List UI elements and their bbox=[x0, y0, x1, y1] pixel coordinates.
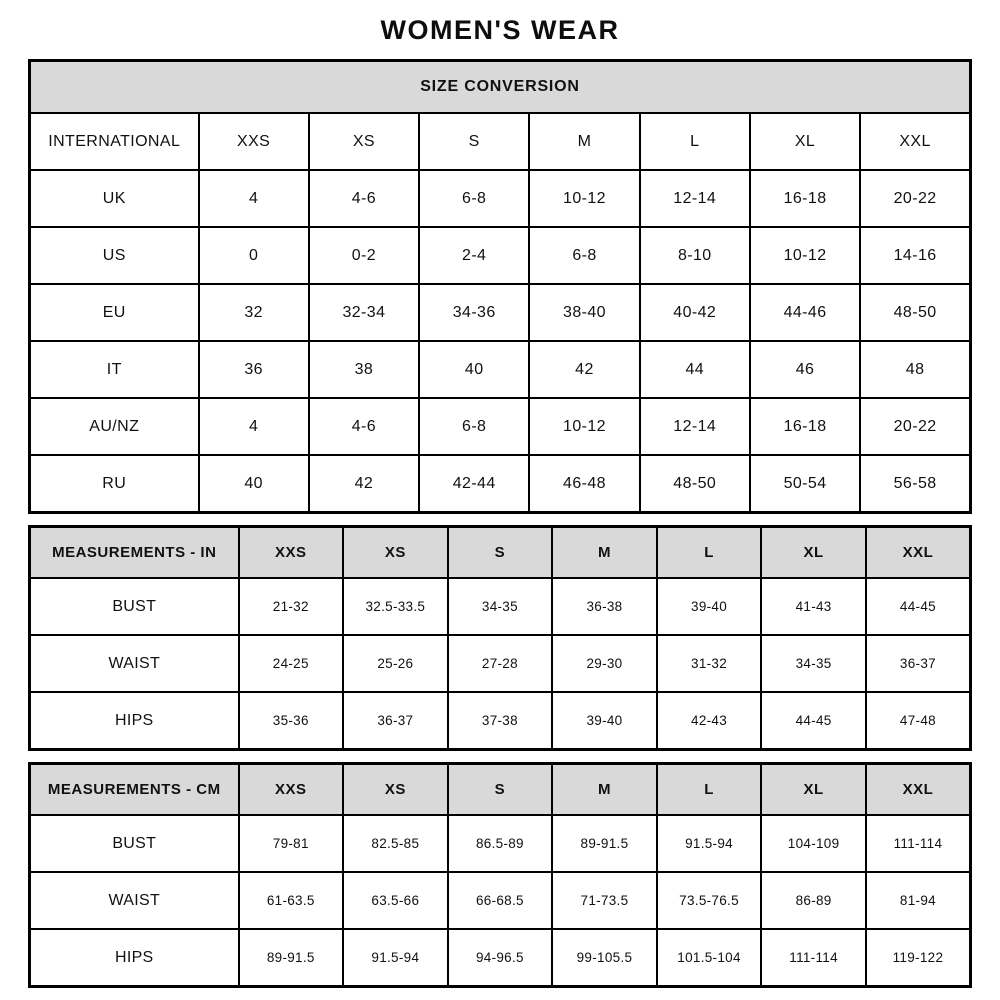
table-cell: 63.5-66 bbox=[343, 872, 448, 929]
row-label: RU bbox=[30, 455, 199, 513]
table-row-waist-in bbox=[30, 635, 971, 692]
column-header-xxs: XXS bbox=[199, 113, 309, 170]
row-label: EU bbox=[30, 284, 199, 341]
table-cell: 0-2 bbox=[309, 227, 419, 284]
column-header-m: M bbox=[529, 113, 639, 170]
table-cell: 36 bbox=[199, 341, 309, 398]
table-cell: 79-81 bbox=[239, 815, 344, 872]
column-header-xs: XS bbox=[343, 527, 448, 579]
table-row-it bbox=[30, 341, 971, 398]
size-conversion-table bbox=[28, 59, 972, 514]
table-cell: 32-34 bbox=[309, 284, 419, 341]
table-cell: 32 bbox=[199, 284, 309, 341]
measurements-in-header-row bbox=[30, 527, 971, 579]
table-cell: 25-26 bbox=[343, 635, 448, 692]
table-cell: 4 bbox=[199, 398, 309, 455]
table-cell: 40 bbox=[199, 455, 309, 513]
measurements-cm-table bbox=[28, 762, 972, 988]
table-cell: 21-32 bbox=[239, 578, 344, 635]
table-cell: 61-63.5 bbox=[239, 872, 344, 929]
table-cell: 6-8 bbox=[529, 227, 639, 284]
row-label: BUST bbox=[30, 815, 239, 872]
row-label: US bbox=[30, 227, 199, 284]
table-cell: 44-46 bbox=[750, 284, 860, 341]
table-cell: 99-105.5 bbox=[552, 929, 657, 987]
table-cell: 34-35 bbox=[761, 635, 866, 692]
table-cell: 86-89 bbox=[761, 872, 866, 929]
table-cell: 39-40 bbox=[657, 578, 762, 635]
table-cell: 24-25 bbox=[239, 635, 344, 692]
table-cell: 56-58 bbox=[860, 455, 970, 513]
table-cell: 44-45 bbox=[866, 578, 971, 635]
table-cell: 42-44 bbox=[419, 455, 529, 513]
column-header-xs: XS bbox=[343, 764, 448, 816]
table-cell: 47-48 bbox=[866, 692, 971, 750]
column-header-xxs: XXS bbox=[239, 527, 344, 579]
column-header-xxl: XXL bbox=[866, 764, 971, 816]
table-cell: 0 bbox=[199, 227, 309, 284]
table-cell: 91.5-94 bbox=[343, 929, 448, 987]
table-cell: 46-48 bbox=[529, 455, 639, 513]
table-cell: 42 bbox=[529, 341, 639, 398]
row-label: AU/NZ bbox=[30, 398, 199, 455]
table-cell: 32.5-33.5 bbox=[343, 578, 448, 635]
row-label: BUST bbox=[30, 578, 239, 635]
table-cell: 91.5-94 bbox=[657, 815, 762, 872]
table-cell: 40 bbox=[419, 341, 529, 398]
table-row-bust-in bbox=[30, 578, 971, 635]
table-cell: 20-22 bbox=[860, 170, 970, 227]
table-row-uk bbox=[30, 170, 971, 227]
table-cell: 36-37 bbox=[866, 635, 971, 692]
table-cell: 82.5-85 bbox=[343, 815, 448, 872]
row-label: WAIST bbox=[30, 635, 239, 692]
table-cell: 35-36 bbox=[239, 692, 344, 750]
table-cell: 12-14 bbox=[640, 398, 750, 455]
table-cell: 101.5-104 bbox=[657, 929, 762, 987]
table-row-ru bbox=[30, 455, 971, 513]
table-row-eu bbox=[30, 284, 971, 341]
table-cell: 50-54 bbox=[750, 455, 860, 513]
column-header-xxs: XXS bbox=[239, 764, 344, 816]
table-cell: 37-38 bbox=[448, 692, 553, 750]
table-cell: 111-114 bbox=[761, 929, 866, 987]
column-header-m: M bbox=[552, 527, 657, 579]
column-header-m: M bbox=[552, 764, 657, 816]
table-cell: 73.5-76.5 bbox=[657, 872, 762, 929]
table-cell: 66-68.5 bbox=[448, 872, 553, 929]
table-cell: 16-18 bbox=[750, 170, 860, 227]
table-cell: 104-109 bbox=[761, 815, 866, 872]
table-cell: 94-96.5 bbox=[448, 929, 553, 987]
table-cell: 44 bbox=[640, 341, 750, 398]
table-cell: 39-40 bbox=[552, 692, 657, 750]
table-row-hips-in bbox=[30, 692, 971, 750]
table-cell: 42-43 bbox=[657, 692, 762, 750]
table-cell: 2-4 bbox=[419, 227, 529, 284]
table-cell: 10-12 bbox=[750, 227, 860, 284]
table-cell: 86.5-89 bbox=[448, 815, 553, 872]
measurements-cm-title: MEASUREMENTS - CM bbox=[30, 764, 239, 816]
measurements-in-table bbox=[28, 525, 972, 751]
size-conversion-title-row bbox=[30, 61, 971, 114]
table-cell: 4 bbox=[199, 170, 309, 227]
table-cell: 6-8 bbox=[419, 170, 529, 227]
table-cell: 89-91.5 bbox=[552, 815, 657, 872]
column-header-l: L bbox=[640, 113, 750, 170]
table-cell: 16-18 bbox=[750, 398, 860, 455]
table-cell: 12-14 bbox=[640, 170, 750, 227]
column-header-s: S bbox=[448, 764, 553, 816]
table-cell: 42 bbox=[309, 455, 419, 513]
row-label: IT bbox=[30, 341, 199, 398]
table-cell: 48-50 bbox=[640, 455, 750, 513]
column-header-xl: XL bbox=[761, 527, 866, 579]
table-cell: 34-35 bbox=[448, 578, 553, 635]
column-header-l: L bbox=[657, 527, 762, 579]
table-cell: 36-38 bbox=[552, 578, 657, 635]
column-header-xs: XS bbox=[309, 113, 419, 170]
table-cell: 31-32 bbox=[657, 635, 762, 692]
column-header-international: INTERNATIONAL bbox=[30, 113, 199, 170]
table-cell: 4-6 bbox=[309, 170, 419, 227]
size-conversion-title: SIZE CONVERSION bbox=[30, 61, 971, 114]
size-conversion-header-row bbox=[30, 113, 971, 170]
measurements-in-title: MEASUREMENTS - IN bbox=[30, 527, 239, 579]
table-cell: 40-42 bbox=[640, 284, 750, 341]
table-row-waist-cm bbox=[30, 872, 971, 929]
table-cell: 44-45 bbox=[761, 692, 866, 750]
table-row-aunz bbox=[30, 398, 971, 455]
column-header-s: S bbox=[448, 527, 553, 579]
table-row-bust-cm bbox=[30, 815, 971, 872]
page-title: WOMEN'S WEAR bbox=[380, 15, 620, 45]
table-cell: 71-73.5 bbox=[552, 872, 657, 929]
measurements-cm-header-row bbox=[30, 764, 971, 816]
row-label: HIPS bbox=[30, 929, 239, 987]
table-cell: 8-10 bbox=[640, 227, 750, 284]
table-cell: 27-28 bbox=[448, 635, 553, 692]
table-cell: 38-40 bbox=[529, 284, 639, 341]
table-cell: 10-12 bbox=[529, 170, 639, 227]
row-label: HIPS bbox=[30, 692, 239, 750]
column-header-s: S bbox=[419, 113, 529, 170]
column-header-xl: XL bbox=[750, 113, 860, 170]
table-cell: 4-6 bbox=[309, 398, 419, 455]
table-row-hips-cm bbox=[30, 929, 971, 987]
row-label: UK bbox=[30, 170, 199, 227]
table-cell: 48-50 bbox=[860, 284, 970, 341]
table-cell: 29-30 bbox=[552, 635, 657, 692]
table-cell: 36-37 bbox=[343, 692, 448, 750]
table-cell: 46 bbox=[750, 341, 860, 398]
column-header-xl: XL bbox=[761, 764, 866, 816]
table-cell: 38 bbox=[309, 341, 419, 398]
table-row-us bbox=[30, 227, 971, 284]
table-cell: 14-16 bbox=[860, 227, 970, 284]
table-cell: 41-43 bbox=[761, 578, 866, 635]
column-header-xxl: XXL bbox=[866, 527, 971, 579]
table-cell: 48 bbox=[860, 341, 970, 398]
column-header-xxl: XXL bbox=[860, 113, 970, 170]
table-cell: 111-114 bbox=[866, 815, 971, 872]
table-cell: 119-122 bbox=[866, 929, 971, 987]
column-header-l: L bbox=[657, 764, 762, 816]
table-cell: 81-94 bbox=[866, 872, 971, 929]
table-cell: 20-22 bbox=[860, 398, 970, 455]
table-cell: 6-8 bbox=[419, 398, 529, 455]
table-cell: 89-91.5 bbox=[239, 929, 344, 987]
row-label: WAIST bbox=[30, 872, 239, 929]
table-cell: 10-12 bbox=[529, 398, 639, 455]
table-cell: 34-36 bbox=[419, 284, 529, 341]
